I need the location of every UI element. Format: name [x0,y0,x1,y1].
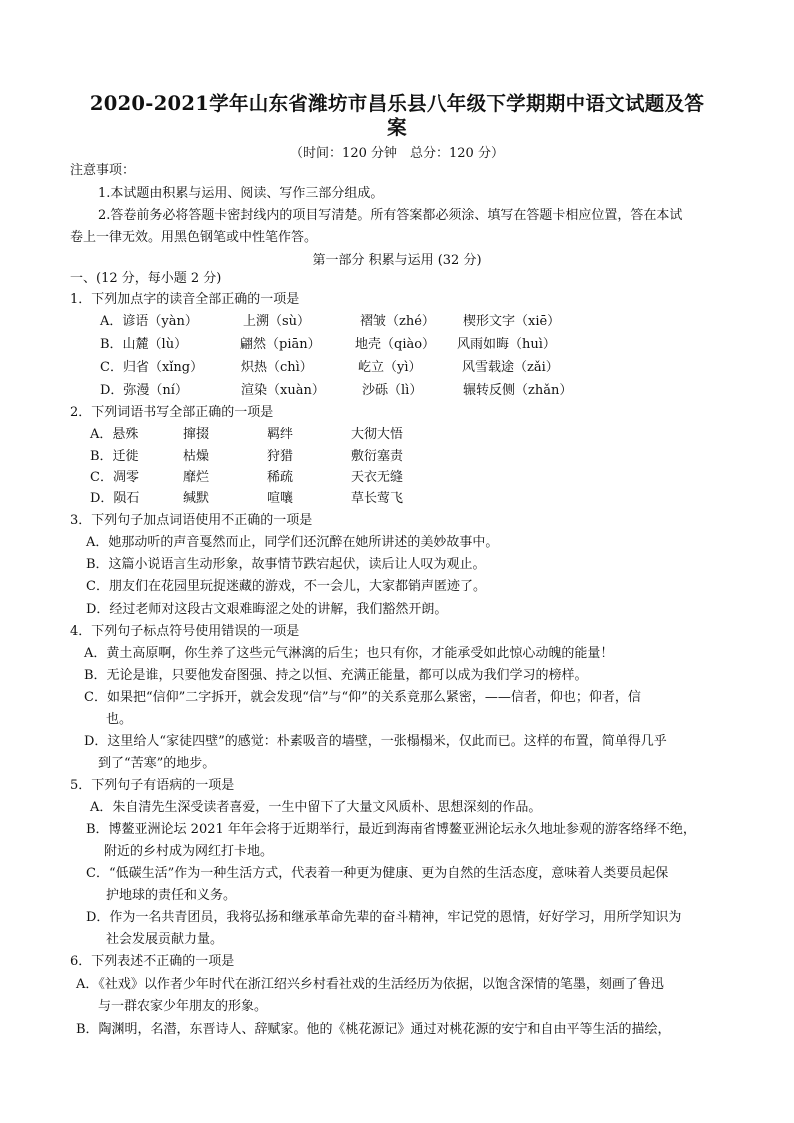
question-5-option-b-line-1: B．博鳌亚洲论坛 2021 年年会将于近期举行，最近到海南省博鳌亚洲论坛永久地址参观的游客络绎不绝， [86,822,696,837]
option-word: C．凋零 [90,470,139,485]
question-4-option-b: B．无论是谁，只要他发奋图强、持之以恒、充满正能量，都可以成为我们学习的榜样。 [84,668,588,683]
option-word: 辗转反侧（zhǎn） [463,383,573,398]
question-1-stem: 1．下列加点字的读音全部正确的一项是 [70,292,300,307]
section-heading: 一、(12 分，每小题 2 分) [70,271,222,286]
option-word: 褶皱（zhé） [360,314,435,329]
option-word: 撺掇 [183,427,210,442]
question-3-option-c: C．朋友们在花园里玩捉迷藏的游戏，不一会儿，大家都销声匿迹了。 [86,579,486,594]
option-word: 草长莺飞 [351,491,404,506]
title-line-1: 2020-2021学年山东省潍坊市昌乐县八年级下学期期中语文试题及答 [89,92,705,115]
option-word: 炽热（chì） [241,360,313,375]
question-4-option-c-line-2: 也。 [106,712,133,727]
question-6-option-b-line-1: B．陶渊明，名潜，东晋诗人、辞赋家。他的《桃花源记》通过对桃花源的安宁和自由平等生活的描绘， [76,1022,671,1037]
question-2-stem: 2．下列词语书写全部正确的一项是 [70,405,274,420]
question-4-option-d-line-1: D．这里给人“家徒四壁”的感觉：朴素吸音的墙壁，一张榻榻米，仅此而已。这样的布置，简单得几乎 [84,734,667,749]
option-word: 楔形文字（xiē） [463,314,561,329]
option-word: B．山麓（lù） [100,337,188,352]
option-word: C．归省（xǐng） [100,360,204,375]
option-word: 狩猎 [267,449,294,464]
option-word: 风雨如晦（huì） [457,337,556,352]
question-3-option-b: B．这篇小说语言生动形象，故事情节跌宕起伏，读后让人叹为观止。 [86,557,486,572]
option-word: D．陨石 [90,491,140,506]
option-word: 稀疏 [267,470,294,485]
question-5-option-b-line-2: 附近的乡村成为网红打卡地。 [104,844,274,859]
option-word: B．迁徙 [90,449,139,464]
option-word: 上溯（sù） [243,314,311,329]
option-word: 风雪载途（zǎi） [462,360,559,375]
exam-title [70,92,724,140]
question-4-option-c-line-1: C．如果把“信仰”二字拆开，就会发现“信”与“仰”的关系竟那么紧密，——信者，仰也；仰者，信 [84,690,641,705]
part-heading: 第一部分 积累与运用 (32 分) [312,253,482,268]
question-3-stem: 3．下列句子加点词语使用不正确的一项是 [70,513,313,528]
option-word: 羁绊 [267,427,294,442]
question-5-option-d-line-2: 社会发展贡献力量。 [106,932,224,947]
option-word: 敷衍塞责 [351,449,404,464]
question-6-stem: 6．下列表述不正确的一项是 [70,954,235,969]
question-4-option-d-line-2: 到了“苦寒”的地步。 [98,756,216,771]
option-word: 缄默 [183,491,210,506]
question-5-option-c-line-1: C．“低碳生活”作为一种生活方式，代表着一种更为健康、更为自然的生活态度，意味着人类要员起保 [86,866,669,881]
question-4-stem: 4．下列句子标点符号使用错误的一项是 [70,624,300,639]
option-word: A．谚语（yàn） [100,314,198,329]
question-3-option-a: A．她那动听的声音戛然而止，同学们还沉醉在她所讲述的美妙故事中。 [86,535,499,550]
notes-item-1: 1.本试题由积累与运用、阅读、写作三部分组成。 [98,186,384,201]
option-word: D．弥漫（ní） [100,383,188,398]
option-word: A．悬殊 [90,427,139,442]
option-word: 沙砾（lì） [362,383,423,398]
option-word: 靡烂 [183,470,210,485]
option-word: 屹立（yì） [358,360,422,375]
option-word: 天衣无缝 [351,470,404,485]
option-word: 枯燥 [183,449,210,464]
option-word: 喧嚷 [267,491,294,506]
notes-item-2-line-2: 卷上一律无效。用黑色钢笔或中性笔作答。 [70,230,318,245]
question-5-option-c-line-2: 护地球的责任和义务。 [106,888,237,903]
option-word: 渲染（xuàn） [241,383,325,398]
question-5-option-d-line-1: D．作为一名共青团员，我将弘扬和继承革命先辈的奋斗精神，牢记党的恩情，好好学习，用所学知识为 [86,910,682,925]
title-line-2: 案 [387,116,407,139]
question-6-option-a-line-2: 与一群农家少年朋友的形象。 [98,999,268,1014]
notes-item-2-line-1: 2.答卷前务必将答题卡密封线内的项目写清楚。所有答案都必须涂、填写在答题卡相应位置，答在本试 [98,208,683,223]
exam-subtitle: （时间：120 分钟 总分：120 分） [290,146,504,161]
question-5-stem: 5．下列句子有语病的一项是 [70,778,235,793]
question-6-option-a-line-1: A．《社戏》以作者少年时代在浙江绍兴乡村看社戏的生活经历为依据，以饱含深情的笔墨，刻画了鲁迅 [76,977,664,992]
option-word: 大彻大悟 [351,427,404,442]
notes-heading: 注意事项： [70,163,136,178]
question-3-option-d: D．经过老师对这段古文艰难晦涩之处的讲解，我们豁然开朗。 [86,602,448,617]
option-word: 地壳（qiào） [355,337,436,352]
option-word: 翩然（piān） [240,337,321,352]
question-4-option-a: A．黄土高原啊，你生养了这些元气淋漓的后生；也只有你，才能承受如此惊心动魄的能量！ [84,646,614,661]
question-5-option-a: A．朱自清先生深受读者喜爱，一生中留下了大量文风质朴、思想深刻的作品。 [90,800,542,815]
